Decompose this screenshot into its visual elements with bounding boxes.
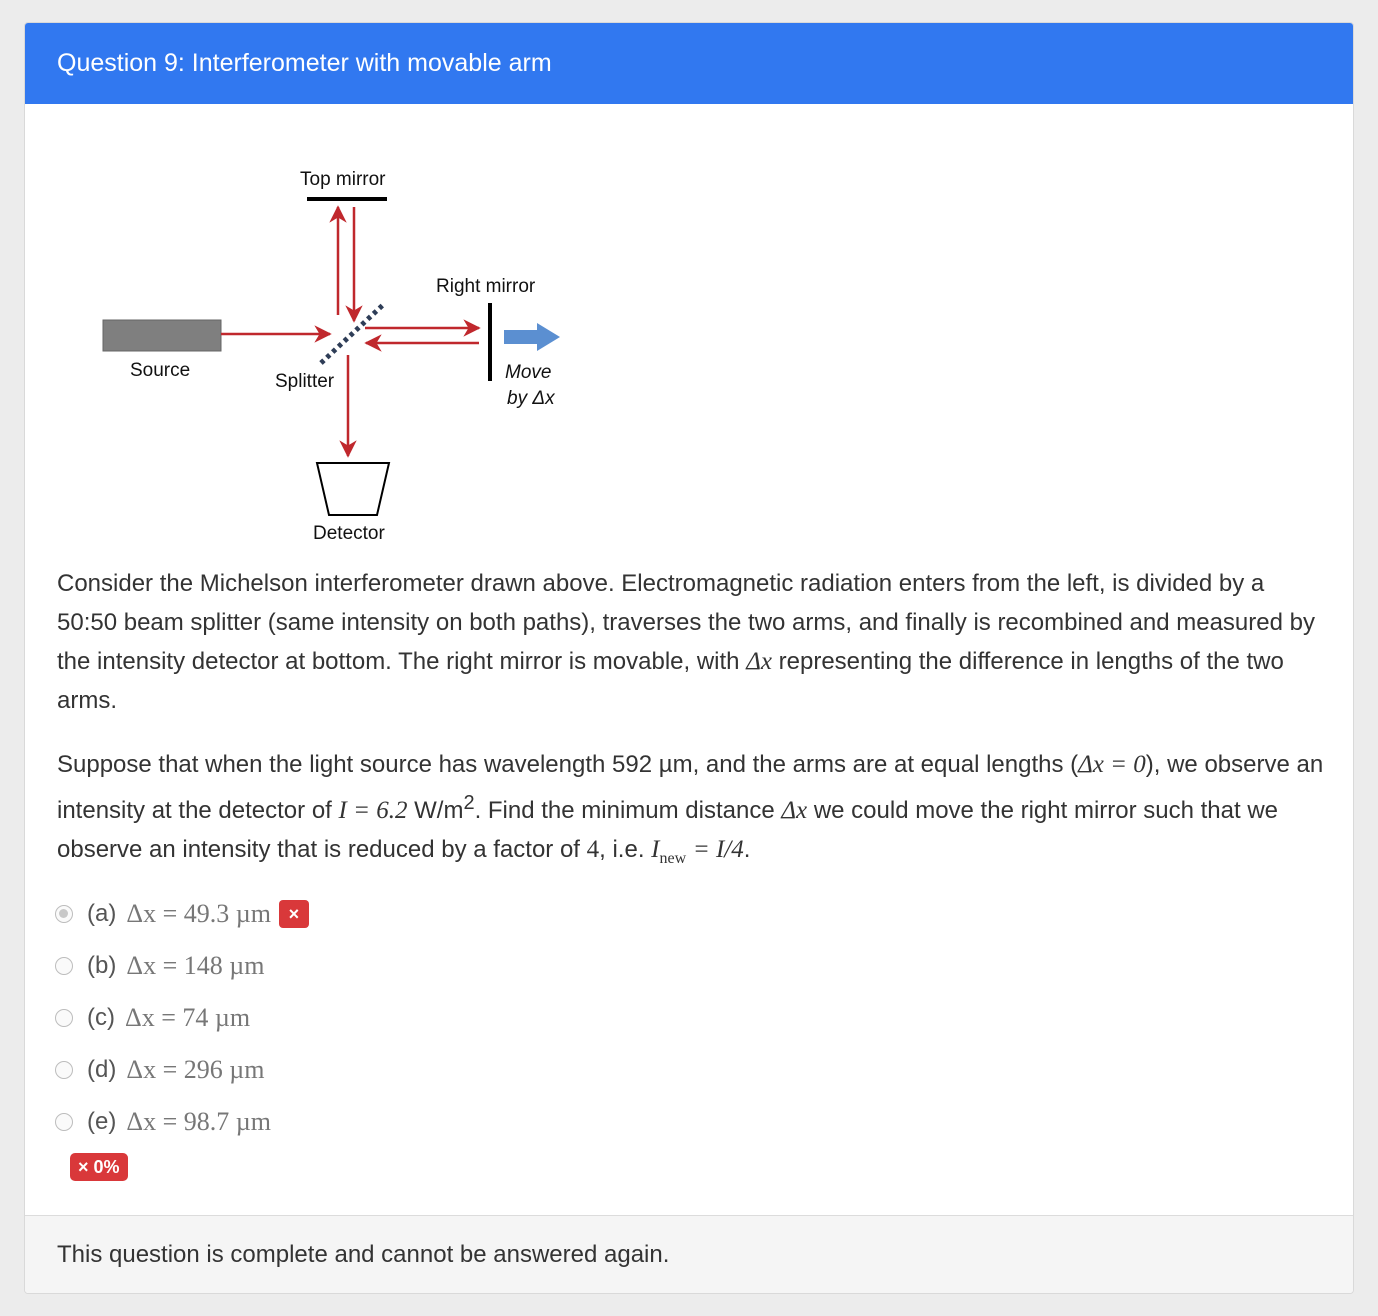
detector-icon (317, 463, 389, 515)
splitter-label: Splitter (275, 371, 335, 392)
question-paragraph-2: Suppose that when the light source has wavelength 592 µm, and the arms are at equal lengths (Δx = 0), we observe an intensity at the detector of I = 6.2 $W/m^2$. Find the minimum distance Δx we could move the right mirror such that we observe an intensity that is reduced by a factor of 4, i.e. $I_{new} = I/4$. (57, 751, 1324, 867)
score-badge: × 0% (70, 1153, 128, 1181)
top-mirror-label: Top mirror (300, 169, 386, 190)
question-header (25, 23, 1353, 104)
detector-label: Detector (313, 523, 385, 544)
question-paragraph-1: Consider the Michelson interferometer drawn above. Electromagnetic radiation enters from the left, is divided by a 50:50 beam splitter (same intensity on both paths), traverses the two arms, and finally is recombined and measured by the intensity detector at bottom. The right mirror is movable, with Δx representing the difference in lengths of the two arms. (57, 570, 1315, 714)
option-d[interactable]: (d) Δx = 296 µm (55, 1044, 309, 1096)
source-box (103, 320, 221, 351)
radio-d[interactable] (55, 1061, 73, 1079)
question-title: Question 9: Interferometer with movable arm (57, 49, 552, 77)
interferometer-diagram (75, 141, 575, 551)
radio-a[interactable] (55, 905, 73, 923)
radio-c[interactable] (55, 1009, 73, 1027)
option-b[interactable]: (b) Δx = 148 µm (55, 940, 309, 992)
move-label-line1: Move (505, 362, 552, 383)
move-label-line2: by Δx (507, 388, 555, 409)
wrong-icon: × (279, 900, 309, 928)
card-footer (25, 1215, 1353, 1293)
option-a[interactable]: (a) Δx = 49.3 µm × (55, 888, 309, 940)
radio-b[interactable] (55, 957, 73, 975)
right-mirror (488, 303, 492, 381)
move-arrow-icon (504, 323, 560, 351)
radio-e[interactable] (55, 1113, 73, 1131)
answer-options (55, 888, 309, 1148)
footer-text: This question is complete and cannot be answered again. (57, 1240, 670, 1268)
option-c[interactable]: (c) Δx = 74 µm (55, 992, 309, 1044)
option-e[interactable]: (e) Δx = 98.7 µm (55, 1096, 309, 1148)
right-mirror-label: Right mirror (436, 276, 536, 297)
source-label: Source (130, 360, 191, 381)
top-mirror (307, 197, 387, 201)
question-card (24, 22, 1354, 1294)
